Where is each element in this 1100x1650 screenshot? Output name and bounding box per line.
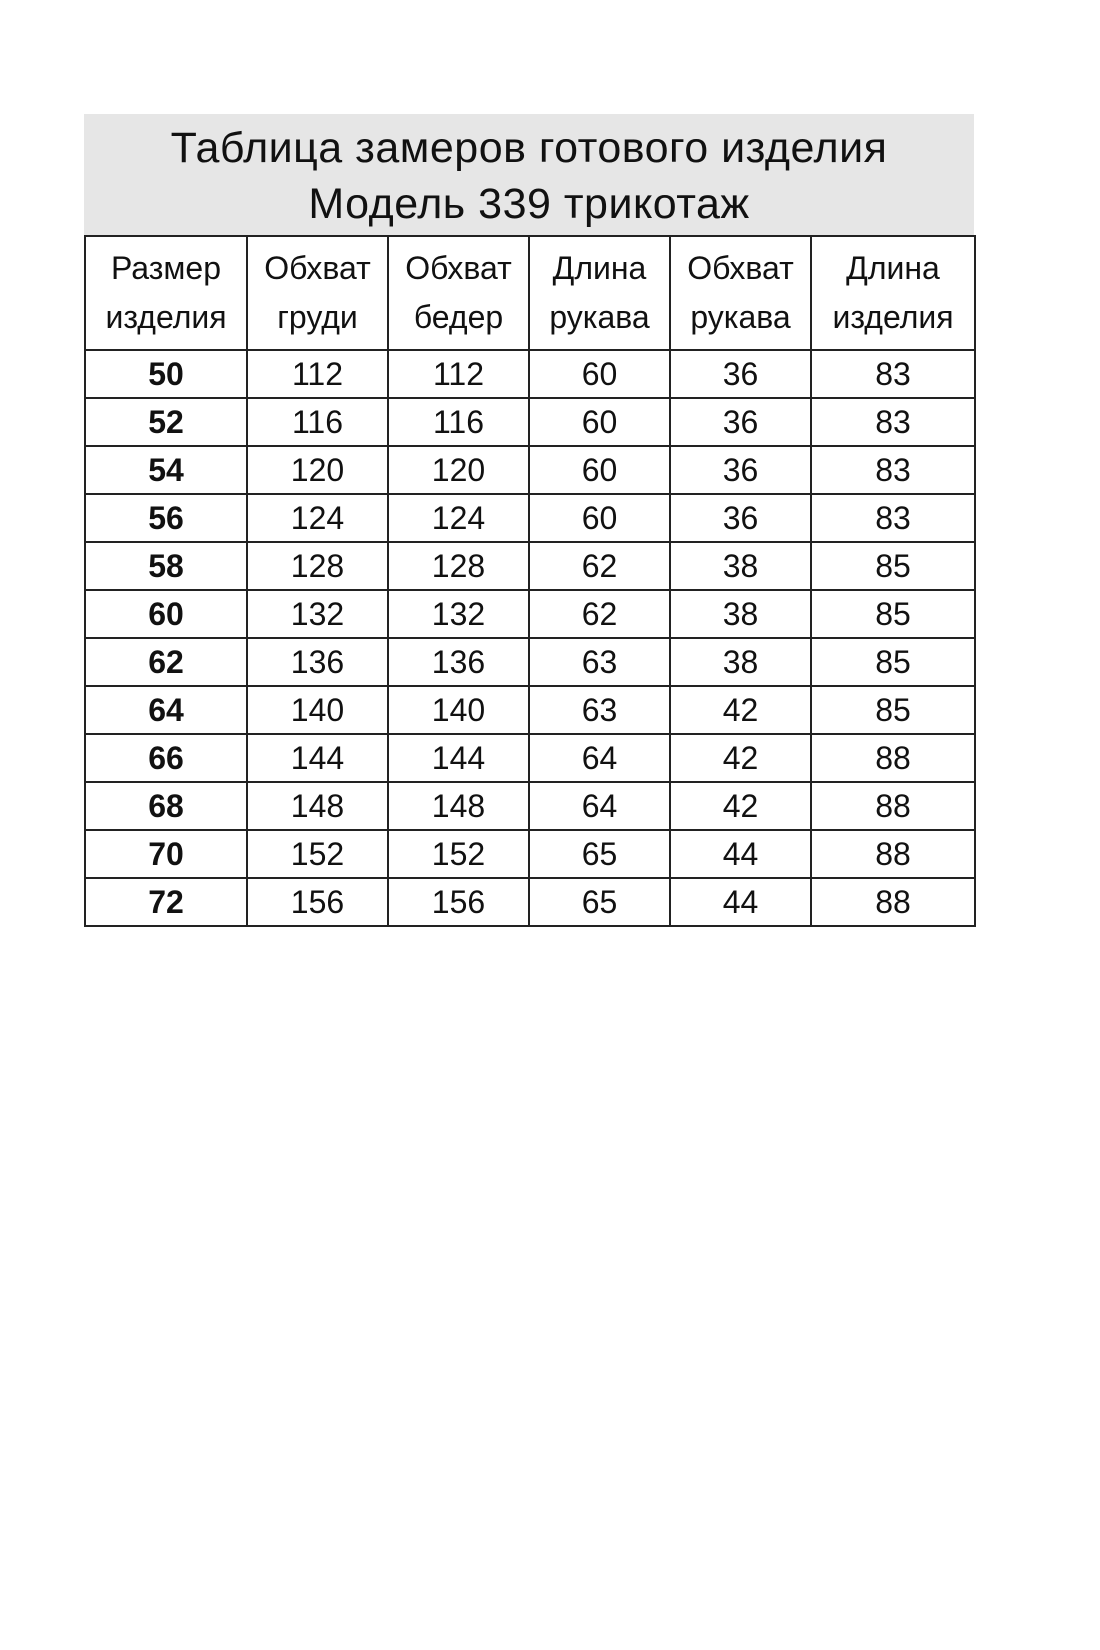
sleeve-girth-cell: 36: [670, 446, 811, 494]
chest-cell: 148: [247, 782, 388, 830]
header-line: Обхват: [264, 250, 371, 286]
hips-cell: 116: [388, 398, 529, 446]
chest-cell: 112: [247, 350, 388, 398]
sleeve-girth-cell: 38: [670, 542, 811, 590]
item-length-cell: 88: [811, 782, 975, 830]
item-length-cell: 88: [811, 878, 975, 926]
item-length-cell: 88: [811, 734, 975, 782]
sleeve-girth-cell: 42: [670, 686, 811, 734]
hips-cell: 124: [388, 494, 529, 542]
table-header: [85, 236, 975, 350]
model-subtitle: Модель 339 трикотаж: [308, 180, 750, 228]
sleeve-length-cell: 60: [529, 350, 670, 398]
item-length-cell: 83: [811, 494, 975, 542]
size-cell: 58: [85, 542, 247, 590]
chest-cell: 128: [247, 542, 388, 590]
sleeve-girth-cell: 44: [670, 830, 811, 878]
chest-cell: 132: [247, 590, 388, 638]
sleeve-length-cell: 63: [529, 686, 670, 734]
size-cell: 62: [85, 638, 247, 686]
sleeve-length-cell: 64: [529, 734, 670, 782]
header-line: изделия: [105, 299, 227, 335]
table-row: [85, 830, 975, 878]
title-block: [84, 114, 974, 235]
column-header-size: [85, 236, 247, 350]
item-length-cell: 85: [811, 686, 975, 734]
table-body: [85, 350, 975, 926]
hips-cell: 148: [388, 782, 529, 830]
column-header-chest: [247, 236, 388, 350]
sleeve-length-cell: 64: [529, 782, 670, 830]
size-cell: 56: [85, 494, 247, 542]
sleeve-length-cell: 60: [529, 398, 670, 446]
size-cell: 52: [85, 398, 247, 446]
chest-cell: 140: [247, 686, 388, 734]
table-row: [85, 446, 975, 494]
item-length-cell: 88: [811, 830, 975, 878]
hips-cell: 152: [388, 830, 529, 878]
hips-cell: 112: [388, 350, 529, 398]
table-row: [85, 782, 975, 830]
item-length-cell: 83: [811, 398, 975, 446]
item-length-cell: 83: [811, 446, 975, 494]
sleeve-girth-cell: 44: [670, 878, 811, 926]
sleeve-girth-cell: 36: [670, 494, 811, 542]
header-line: рукава: [690, 299, 791, 335]
hips-cell: 132: [388, 590, 529, 638]
chest-cell: 116: [247, 398, 388, 446]
column-header-sleeve-length: [529, 236, 670, 350]
item-length-cell: 85: [811, 638, 975, 686]
chest-cell: 124: [247, 494, 388, 542]
sleeve-girth-cell: 36: [670, 398, 811, 446]
sleeve-girth-cell: 42: [670, 734, 811, 782]
column-header-sleeve-girth: [670, 236, 811, 350]
chest-cell: 136: [247, 638, 388, 686]
size-cell: 54: [85, 446, 247, 494]
measurements-table: [84, 235, 976, 927]
chest-cell: 144: [247, 734, 388, 782]
size-cell: 70: [85, 830, 247, 878]
table-row: [85, 350, 975, 398]
table-row: [85, 542, 975, 590]
size-cell: 50: [85, 350, 247, 398]
size-cell: 72: [85, 878, 247, 926]
table-row: [85, 638, 975, 686]
header-line: бедер: [413, 299, 504, 335]
sleeve-length-cell: 62: [529, 590, 670, 638]
item-length-cell: 83: [811, 350, 975, 398]
sleeve-length-cell: 65: [529, 830, 670, 878]
item-length-cell: 85: [811, 542, 975, 590]
chest-cell: 156: [247, 878, 388, 926]
chest-cell: 120: [247, 446, 388, 494]
sleeve-length-cell: 60: [529, 446, 670, 494]
sleeve-length-cell: 60: [529, 494, 670, 542]
header-line: рукава: [549, 299, 650, 335]
table-row: [85, 494, 975, 542]
hips-cell: 156: [388, 878, 529, 926]
table-row: [85, 398, 975, 446]
hips-cell: 140: [388, 686, 529, 734]
sleeve-girth-cell: 36: [670, 350, 811, 398]
chest-cell: 152: [247, 830, 388, 878]
table-row: [85, 878, 975, 926]
header-line: Размер: [111, 250, 221, 286]
size-cell: 68: [85, 782, 247, 830]
item-length-cell: 85: [811, 590, 975, 638]
size-chart-sheet: [84, 114, 974, 927]
header-line: груди: [277, 299, 358, 335]
sleeve-length-cell: 62: [529, 542, 670, 590]
column-header-hips: [388, 236, 529, 350]
size-cell: 60: [85, 590, 247, 638]
header-line: Обхват: [687, 250, 794, 286]
size-cell: 64: [85, 686, 247, 734]
hips-cell: 128: [388, 542, 529, 590]
header-row: [85, 236, 975, 350]
sleeve-girth-cell: 38: [670, 638, 811, 686]
header-line: Длина: [846, 250, 940, 286]
header-line: Длина: [552, 250, 647, 286]
sleeve-length-cell: 65: [529, 878, 670, 926]
sleeve-girth-cell: 38: [670, 590, 811, 638]
table-row: [85, 590, 975, 638]
hips-cell: 144: [388, 734, 529, 782]
sleeve-girth-cell: 42: [670, 782, 811, 830]
header-line: Обхват: [405, 250, 512, 286]
hips-cell: 120: [388, 446, 529, 494]
table-row: [85, 686, 975, 734]
table-row: [85, 734, 975, 782]
sleeve-length-cell: 63: [529, 638, 670, 686]
column-header-item-length: [811, 236, 975, 350]
size-cell: 66: [85, 734, 247, 782]
chart-title: Таблица замеров готового изделия: [170, 124, 888, 172]
header-line: изделия: [832, 299, 954, 335]
hips-cell: 136: [388, 638, 529, 686]
